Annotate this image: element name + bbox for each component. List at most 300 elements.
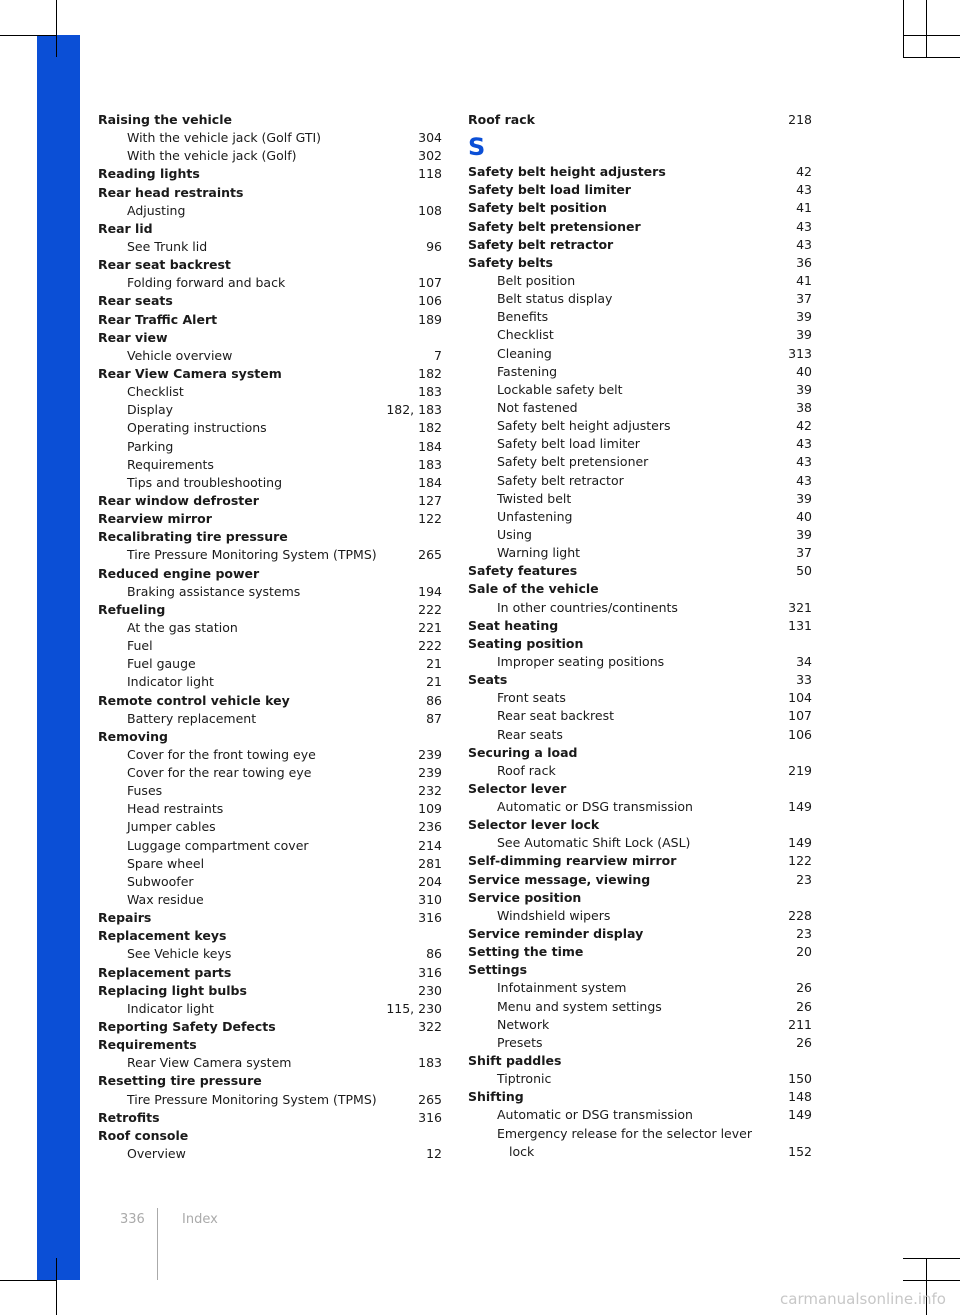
index-entry [468,943,812,961]
entry-text: At the gas station [127,619,238,635]
footer-divider [157,1208,158,1280]
page-reference: 183 [418,456,442,472]
index-entry [98,220,442,238]
crop-mark [926,0,927,57]
crop-mark [0,35,57,36]
page-reference: 42 [796,418,812,434]
entry-text: Tire Pressure Monitoring System (TPMS) [127,547,377,563]
entry-text: Head restraints [127,801,224,817]
page-reference: 23 [796,926,812,942]
entry-text: With the vehicle jack (Golf GTI) [127,130,322,146]
index-subentry [98,782,442,800]
page-reference: 232 [418,783,442,799]
page-reference: 183 [418,384,442,400]
page-reference: 33 [796,672,812,688]
page-reference: 204 [418,873,442,889]
page-reference: 222 [418,638,442,654]
entry-text: Resetting tire pressure [98,1073,262,1089]
index-subentry [468,399,812,417]
index-subentry [468,472,812,490]
page-reference: 222 [418,601,442,617]
page-reference: 21 [426,656,442,672]
page-reference: 106 [788,726,812,742]
crop-mark [903,1258,960,1259]
index-subentry [468,363,812,381]
index-subentry [98,945,442,963]
index-subentry [98,619,442,637]
crop-mark [56,1258,57,1315]
index-subentry [468,490,812,508]
entry-text: Rear seats [497,726,563,742]
index-entry [98,909,442,927]
entry-text: Belt status display [497,291,613,307]
page-reference: 131 [788,617,812,633]
entry-text: Selector lever lock [468,817,600,833]
page-reference: 316 [418,964,442,980]
page-reference: 230 [418,982,442,998]
index-subentry [98,147,442,165]
entry-text: Safety belt height adjusters [497,418,671,434]
entry-text: Cover for the front towing eye [127,746,316,762]
page-reference: 182 [418,420,442,436]
entry-text: Rear seats [98,293,173,309]
entry-text: Reduced engine power [98,565,260,581]
index-entry [468,635,812,653]
entry-text: Tips and troubleshooting [127,474,283,490]
page-reference: 115, 230 [386,1000,442,1016]
entry-text: Rear lid [98,220,153,236]
index-subentry [98,1145,442,1163]
entry-text: Safety belt pretensioner [497,454,649,470]
page-reference: 50 [796,563,812,579]
page-reference: 304 [418,130,442,146]
index-subentry [98,837,442,855]
crop-mark [903,1280,960,1281]
page-reference: 43 [796,236,812,252]
index-subentry [98,637,442,655]
index-subentry [98,673,442,691]
index-entry [98,565,442,583]
page-reference: 214 [418,837,442,853]
entry-text: Rear head restraints [98,184,244,200]
index-entry [468,671,812,689]
index-entry [468,617,812,635]
entry-text: Overview [127,1146,186,1162]
page-reference: 34 [796,653,812,669]
entry-text: Safety features [468,563,578,579]
page-reference: 239 [418,746,442,762]
entry-text: Service message, viewing [468,871,651,887]
entry-text: With the vehicle jack (Golf) [127,148,297,164]
entry-text-continued: lock [509,1143,535,1159]
page-reference: 236 [418,819,442,835]
page-reference: 109 [418,801,442,817]
page-reference: 12 [426,1146,442,1162]
index-subentry [98,746,442,764]
index-entry [98,1127,442,1145]
entry-text: Fastening [497,363,558,379]
page-reference: 43 [796,472,812,488]
index-entry [468,744,812,762]
page-reference: 149 [788,835,812,851]
page-reference: 184 [418,438,442,454]
entry-text: Recalibrating tire pressure [98,529,288,545]
page-reference: 20 [796,944,812,960]
index-entry [468,961,812,979]
entry-text: Seat heating [468,617,559,633]
index-subentry [468,308,812,326]
entry-text: Fuel [127,638,153,654]
index-subentry [468,435,812,453]
entry-text: Warning light [497,545,581,561]
index-entry [468,254,812,272]
index-entry [468,871,812,889]
index-subentry [468,272,812,290]
entry-text: Presets [497,1034,543,1050]
entry-text: Seats [468,672,508,688]
index-subentry [468,1016,812,1034]
crop-mark [903,57,960,58]
page-reference: 106 [418,293,442,309]
entry-text: Cleaning [497,345,552,361]
entry-text: Infotainment system [497,980,627,996]
entry-text: Rear window defroster [98,492,259,508]
page-reference: 316 [418,910,442,926]
page-reference: 118 [418,166,442,182]
entry-text: Benefits [497,309,549,325]
page-reference: 184 [418,474,442,490]
entry-text: Rear view [98,329,168,345]
page-reference: 43 [796,436,812,452]
page-reference: 39 [796,381,812,397]
page-reference: 37 [796,545,812,561]
index-entry [468,199,812,217]
index-entry [98,492,442,510]
index-entry [98,1109,442,1127]
entry-text: Operating instructions [127,420,267,436]
index-entry [468,816,812,834]
page-reference: 182, 183 [386,402,442,418]
entry-text: Safety belt height adjusters [468,164,666,180]
index-entry [468,925,812,943]
entry-text: See Trunk lid [127,238,208,254]
entry-text: Removing [98,728,168,744]
index-subentry [468,345,812,363]
entry-text: Emergency release for the selector lever [497,1125,752,1141]
page-reference: 221 [418,619,442,635]
entry-text: Seating position [468,635,584,651]
entry-text: Rear Traffic Alert [98,311,218,327]
index-entry [98,365,442,383]
page-reference: 43 [796,218,812,234]
index-subentry [98,764,442,782]
page-reference: 219 [788,762,812,778]
entry-text: Folding forward and back [127,275,286,291]
page-reference: 182 [418,365,442,381]
entry-text: Safety belt pretensioner [468,218,641,234]
page-reference: 281 [418,855,442,871]
index-entry [98,111,442,129]
index-letter-heading: S [468,133,486,162]
index-subentry [468,1070,812,1088]
index-subentry [98,891,442,909]
entry-text: Belt position [497,272,576,288]
page-reference: 86 [426,946,442,962]
index-entry [98,256,442,274]
entry-text: Fuses [127,783,163,799]
index-subentry [468,1106,812,1124]
index-subentry [468,1034,812,1052]
page-reference: 322 [418,1019,442,1035]
page-reference: 152 [788,1143,812,1159]
index-subentry [98,438,442,456]
index-entry [98,165,442,183]
entry-text: Roof console [98,1127,189,1143]
index-entry [468,889,812,907]
index-subentry [98,129,442,147]
page-reference: 127 [418,492,442,508]
page-reference: 107 [418,275,442,291]
page-reference: 42 [796,164,812,180]
index-subentry [98,1000,442,1018]
entry-text: Network [497,1016,550,1032]
index-subentry [468,726,812,744]
entry-text: Vehicle overview [127,347,233,363]
index-entry [468,181,812,199]
index-subentry [98,873,442,891]
entry-text: Shifting [468,1089,524,1105]
side-color-bar [37,35,80,1280]
entry-text: Securing a load [468,744,578,760]
page-reference: 313 [788,345,812,361]
page-reference: 37 [796,291,812,307]
index-subentry [468,689,812,707]
index-subentry [468,290,812,308]
index-subentry [98,546,442,564]
page-reference: 43 [796,182,812,198]
index-entry [468,580,812,598]
index-subentry [468,907,812,925]
index-entry [468,236,812,254]
page-reference: 122 [418,511,442,527]
entry-text: Remote control vehicle key [98,692,290,708]
page-reference: 150 [788,1071,812,1087]
page-reference: 107 [788,708,812,724]
entry-text: Safety belts [468,254,553,270]
entry-text: Parking [127,438,174,454]
index-subentry [468,526,812,544]
page-reference: 189 [418,311,442,327]
entry-text: Requirements [98,1037,197,1053]
entry-text: Unfastening [497,508,573,524]
entry-text: Fuel gauge [127,656,196,672]
index-entry [468,780,812,798]
index-subentry [468,998,812,1016]
page-reference: 38 [796,399,812,415]
page-reference: 218 [788,112,812,127]
index-entry [468,163,812,181]
entry-text: Rear seat backrest [98,257,231,273]
entry-text: Luggage compartment cover [127,837,309,853]
index-subentry [98,347,442,365]
index-subentry [468,508,812,526]
index-subentry [98,383,442,401]
index-subentry [98,855,442,873]
entry-text: Display [127,402,174,418]
index-column-right [468,111,812,1161]
entry-text: Subwoofer [127,873,194,889]
index-subentry [98,474,442,492]
index-subentry [468,1125,812,1161]
entry-text: Selector lever [468,780,567,796]
crop-mark [903,0,904,57]
page-reference: 39 [796,309,812,325]
entry-text: Safety belt retractor [468,236,614,252]
entry-text: Twisted belt [497,490,572,506]
entry-text: Replacement parts [98,964,232,980]
index-entry [98,184,442,202]
entry-text: Rearview mirror [98,511,212,527]
page-reference: 36 [796,254,812,270]
page-reference: 43 [796,454,812,470]
index-entry [98,1036,442,1054]
entry-text: Replacement keys [98,928,227,944]
page-reference: 122 [788,853,812,869]
entry-text: Service position [468,889,582,905]
entry-text: Rear View Camera system [127,1055,292,1071]
entry-text: Replacing light bulbs [98,982,247,998]
index-entry [468,1088,812,1106]
index-entry [98,728,442,746]
index-entry [98,927,442,945]
crop-mark [0,1280,57,1281]
index-entry [98,528,442,546]
entry-text: Windshield wipers [497,907,611,923]
entry-text: Safety belt load limiter [497,436,640,452]
entry-text: Raising the vehicle [98,112,232,127]
page-reference: 87 [426,710,442,726]
index-subentry [468,707,812,725]
index-entry [468,111,812,129]
entry-text: Tiptronic [497,1071,552,1087]
entry-text: Requirements [127,456,214,472]
index-subentry [98,456,442,474]
page-reference: 86 [426,692,442,708]
entry-text: Roof rack [468,112,535,127]
page-reference: 26 [796,980,812,996]
page-reference: 41 [796,200,812,216]
page-reference: 7 [434,347,442,363]
page-reference: 228 [788,907,812,923]
index-subentry [468,417,812,435]
page-reference: 39 [796,526,812,542]
entry-text: Front seats [497,690,566,706]
index-column-left [98,111,442,1163]
entry-text: Lockable safety belt [497,381,623,397]
index-subentry [98,800,442,818]
index-subentry [98,583,442,601]
index-entry [98,964,442,982]
entry-text: Reporting Safety Defects [98,1019,276,1035]
index-subentry [98,655,442,673]
page-reference: 239 [418,765,442,781]
entry-text: Cover for the rear towing eye [127,765,312,781]
page-reference: 302 [418,148,442,164]
entry-text: Rear View Camera system [98,365,282,381]
page-reference: 26 [796,998,812,1014]
index-entry [468,562,812,580]
entry-text: Adjusting [127,202,186,218]
entry-text: In other countries/continents [497,599,678,615]
entry-text: Menu and system settings [497,998,662,1014]
index-subentry [98,818,442,836]
index-subentry [468,453,812,471]
entry-text: Retrofits [98,1109,160,1125]
page-reference: 21 [426,674,442,690]
index-subentry [98,419,442,437]
entry-text: Roof rack [497,762,556,778]
index-subentry [468,653,812,671]
index-subentry [98,710,442,728]
index-subentry [98,202,442,220]
index-entry [98,292,442,310]
page-reference: 26 [796,1034,812,1050]
index-entry [98,601,442,619]
page-reference: 183 [418,1055,442,1071]
index-entry [98,1018,442,1036]
entry-text: Improper seating positions [497,653,665,669]
index-entry [468,218,812,236]
index-subentry [98,274,442,292]
page-reference: 149 [788,799,812,815]
index-entry [98,1072,442,1090]
page-reference: 104 [788,690,812,706]
index-subentry [98,1054,442,1072]
page-reference: 40 [796,363,812,379]
index-subentry [468,326,812,344]
index-subentry [468,834,812,852]
index-entry [98,692,442,710]
entry-text: Checklist [127,384,184,400]
page-reference: 265 [418,1091,442,1107]
entry-text: Automatic or DSG transmission [497,799,693,815]
page-reference: 41 [796,272,812,288]
entry-text: Automatic or DSG transmission [497,1107,693,1123]
page-reference: 265 [418,547,442,563]
entry-text: Braking assistance systems [127,583,301,599]
entry-text: Refueling [98,601,166,617]
crop-mark [56,0,57,57]
entry-text: Jumper cables [127,819,216,835]
crop-mark [903,35,960,36]
page-reference: 316 [418,1109,442,1125]
index-entry [98,311,442,329]
entry-text: See Automatic Shift Lock (ASL) [497,835,691,851]
watermark: carmanualsonline.info [780,1290,946,1308]
page-number: 336 [120,1212,145,1227]
page-reference: 39 [796,327,812,343]
index-subentry [468,798,812,816]
page-reference: 321 [788,599,812,615]
entry-text: Safety belt position [468,200,607,216]
index-subentry [468,979,812,997]
index-entry [468,1052,812,1070]
index-entry [468,852,812,870]
index-entry [98,510,442,528]
page-reference: 108 [418,202,442,218]
entry-text: Tire Pressure Monitoring System (TPMS) [127,1091,377,1107]
entry-text: See Vehicle keys [127,946,232,962]
